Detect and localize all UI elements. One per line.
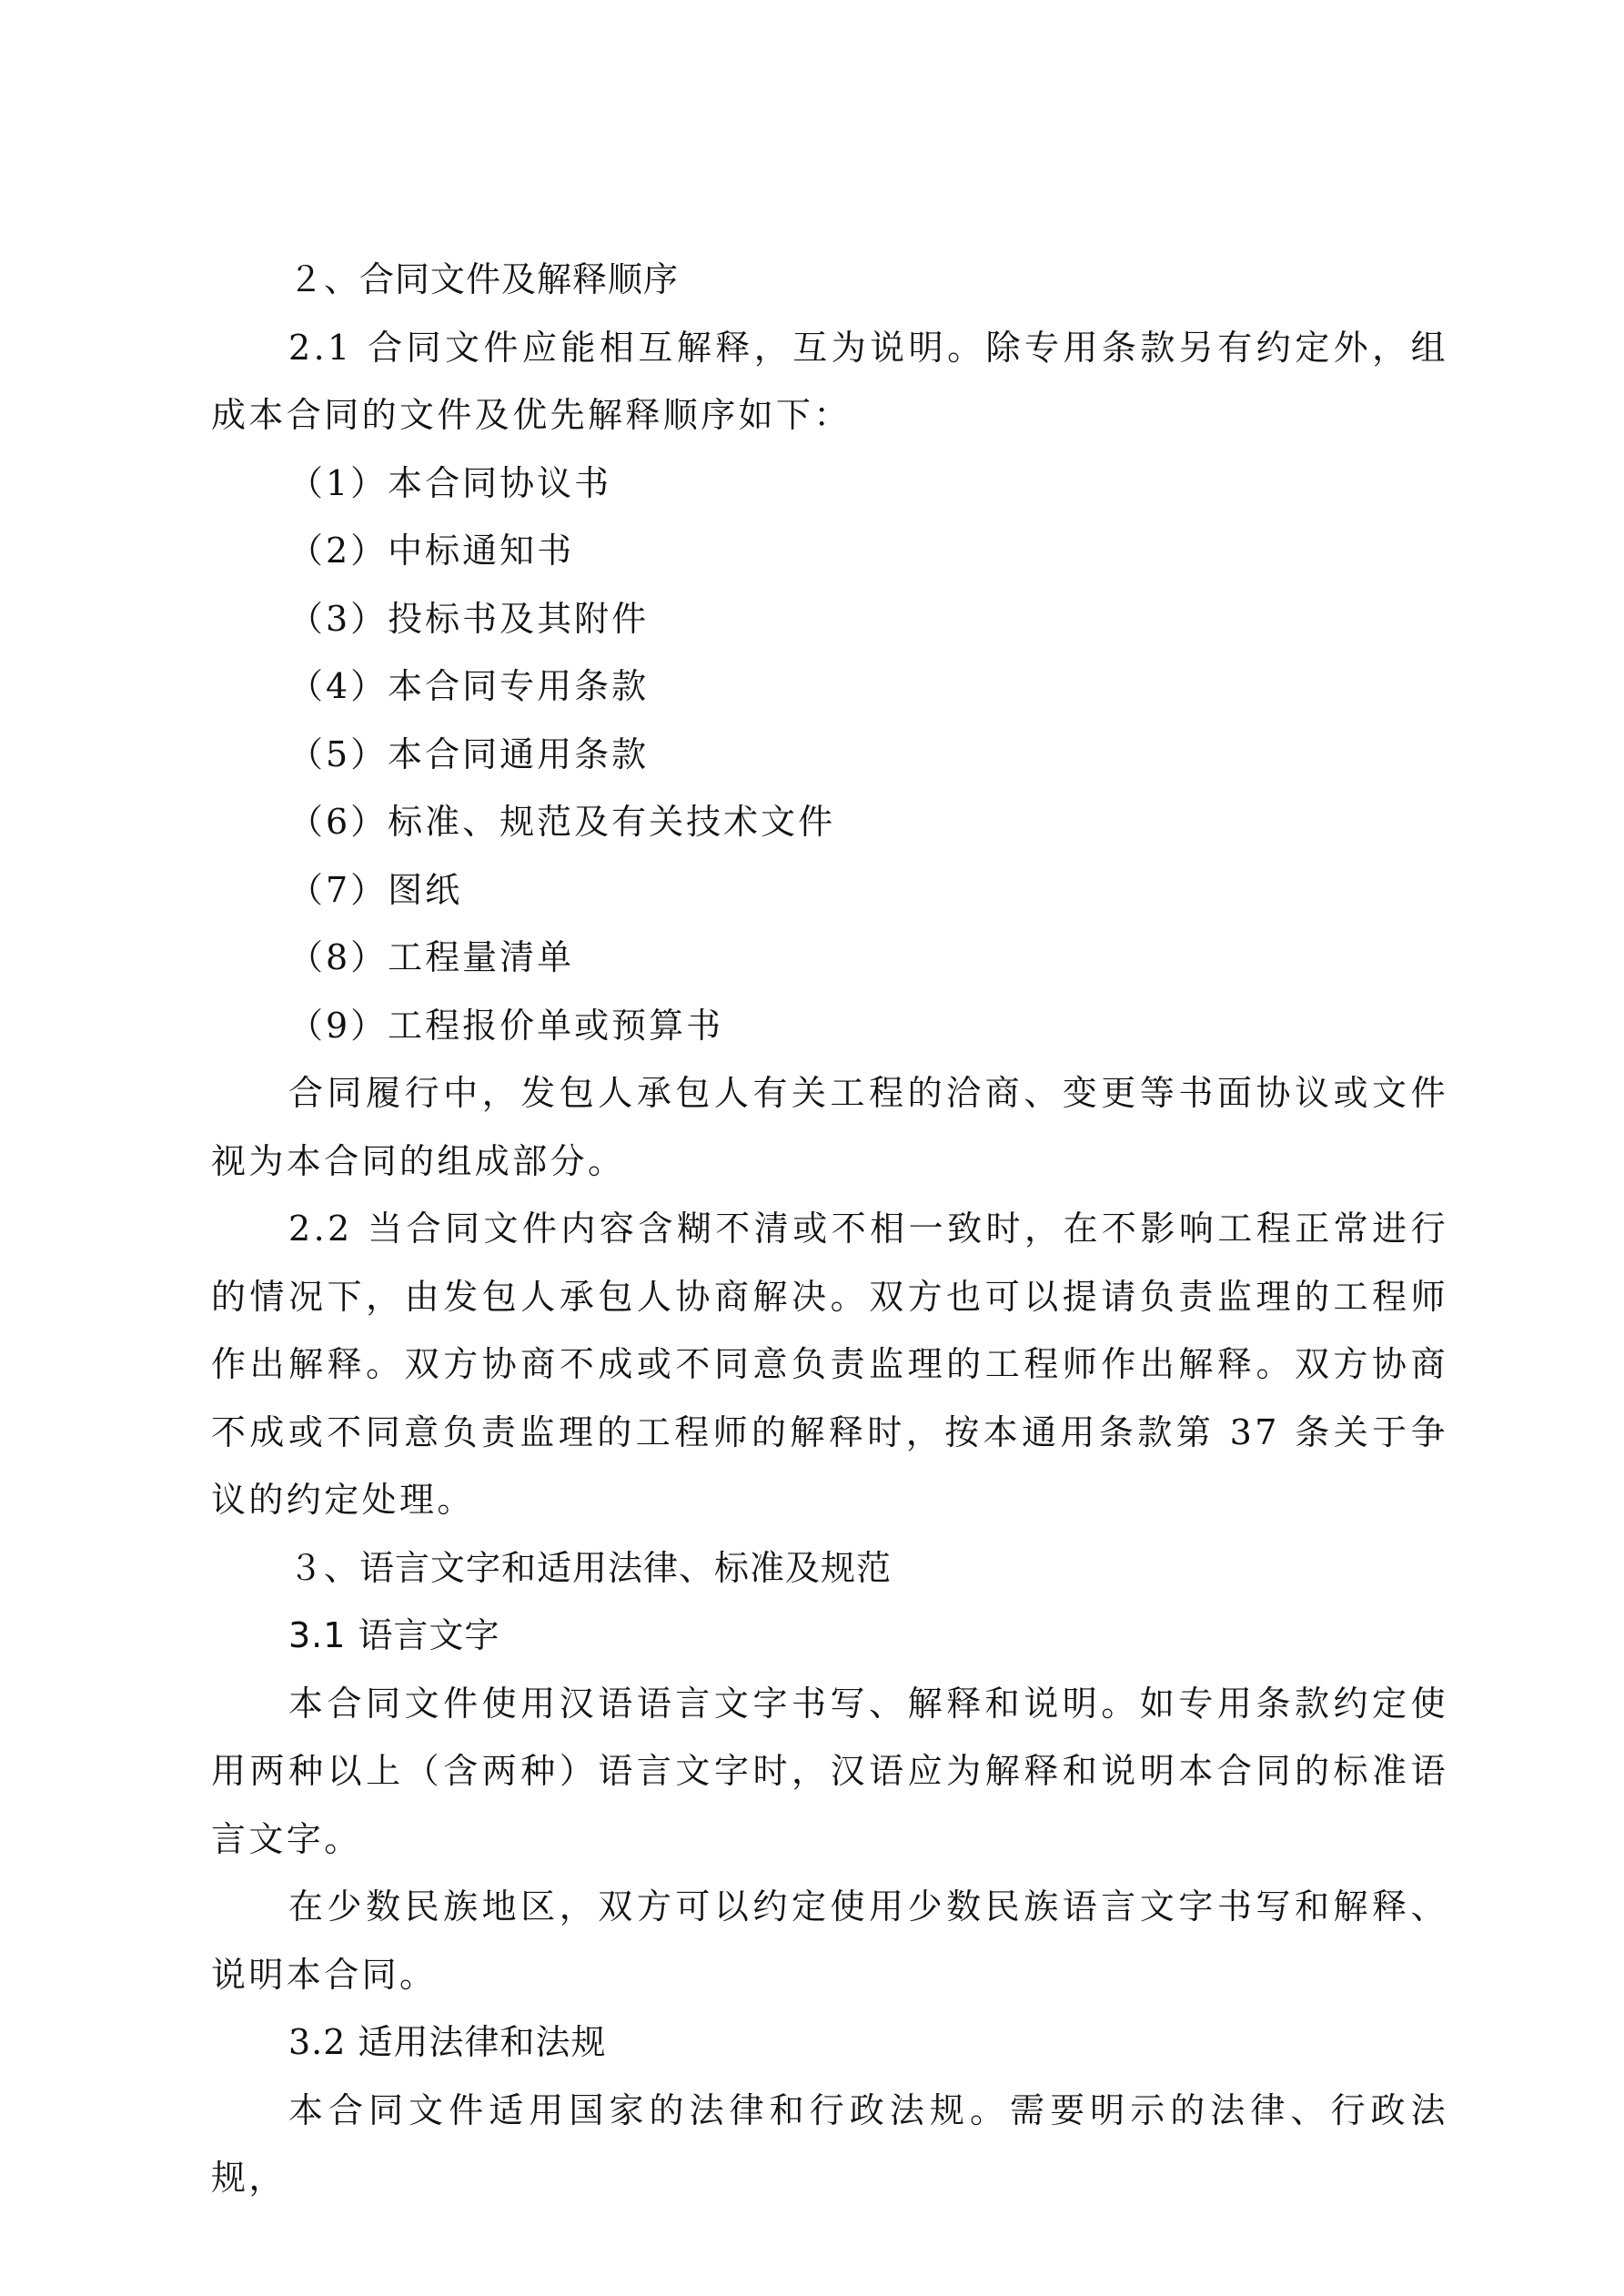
clause-3-2-paragraph: 本合同文件适用国家的法律和行政法规。需要明示的法律、行政法规， (211, 2089, 1448, 2198)
clause-2-1-paragraph: 2.1 合同文件应能相互解释，互为说明。除专用条款另有约定外，组成本合同的文件及优先解释顺序如下： (211, 327, 1448, 435)
list-item: （1）本合同协议书 (288, 462, 612, 503)
contract-performance-paragraph: 合同履行中，发包人承包人有关工程的洽商、变更等书面协议或文件视为本合同的组成部分。 (211, 1073, 1448, 1181)
list-item: （2）中标通知书 (288, 531, 575, 571)
list-item: （6）标准、规范及有关技术文件 (288, 802, 836, 842)
clause-3-2-title: 3.2 适用法律和法规 (288, 2022, 607, 2062)
list-item: （5）本合同通用条款 (288, 733, 650, 774)
clause-3-1-paragraph-2: 在少数民族地区，双方可以约定使用少数民族语言文字书写和解释、说明本合同。 (211, 1886, 1448, 1995)
document-priority-list (211, 450, 1448, 1060)
list-item: （8）工程量清单 (288, 937, 575, 977)
section-2-heading: ２、合同文件及解释顺序 (288, 259, 680, 299)
list-item: （7）图纸 (288, 869, 463, 910)
clause-3-1-paragraph-1: 本合同文件使用汉语语言文字书写、解释和说明。如专用条款约定使用两种以上（含两种）语言文字时，汉语应为解释和说明本合同的标准语言文字。 (211, 1683, 1448, 1859)
section-3-heading: ３、语言文字和适用法律、标准及规范 (288, 1547, 893, 1588)
clause-3-1-title: 3.1 语言文字 (288, 1615, 500, 1655)
list-item: （9）工程报价单或预算书 (288, 1005, 724, 1046)
list-item: （4）本合同专用条款 (288, 666, 650, 706)
list-item: （3）投标书及其附件 (288, 598, 650, 639)
document-body (211, 246, 1448, 2212)
clause-2-2-paragraph: 2.2 当合同文件内容含糊不清或不相一致时，在不影响工程正常进行的情况下，由发包人承包人协商解决。双方也可以提请负责监理的工程师作出解释。双方协商不成或不同意负责监理的工程师作出解释。双方协商不成或不同意负责监理的工程师的解释时，按本通用条款第 37 条关于争议的约定处理。 (211, 1209, 1448, 1520)
